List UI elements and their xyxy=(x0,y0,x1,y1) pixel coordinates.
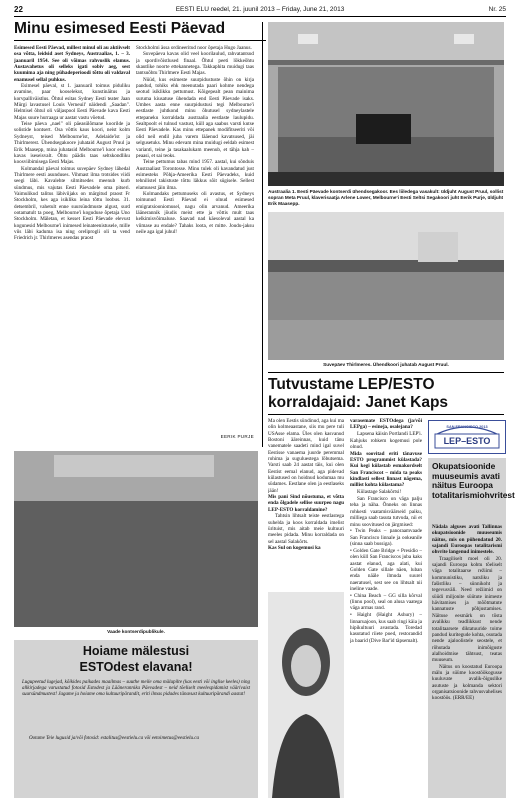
article1-paragraph: Kolmandaks pettumuseks oli avastus, et Sydneys toimunud Eesti Päevad ei olnud esimesed emigratsiooniomusel, nagu olin arvanud. Ameerika läänerannik jõudis meist ette ja võttis mult taas kelkimisvõimaluse. Saavad nad käesoleval aastal ka viimase au endale? Tahaks loota, et mitte. Joudu-jaksu neile aga igal juhul! xyxy=(136,190,254,235)
page-number-left: 22 xyxy=(14,5,23,14)
portrait-graphic xyxy=(268,592,344,798)
sidebar-body xyxy=(432,524,502,794)
photo-choir xyxy=(268,22,504,186)
article1-paragraph: Nüüd, kus esimeste suurpidustuste õhin on kirja pandud, tohiks ehk meenutada paari kohme nendega seotud isiklikku pettumust. Kõigepealt pean mainima suruma kiusatuse ühendada end Eesti Päevade isaks. Umbes aasta enne suurpidustusi tegi Melbourne'i eestlaste juhtkond minu õhutusel sydneylastele ettepaneku korraldada austraalia eestlaste laulupidu. Sealtpoolt ei tulnud vastust, küll aga saabus varsti kutse Eesti Päevadele. Kas minu ettepanek modifitseeriti või olid neil endil juba varem lääenud kavatsused, jäi selgusetuks. Minu edevam mina muidugi eeldab esimest varianti, teine ja tasakaalukam meenub, et tähja kah – peaasi, et sai teoks. xyxy=(136,76,254,159)
page-header xyxy=(14,4,506,17)
article1-title: Minu esimesed Eesti Päevad xyxy=(14,20,226,37)
article2-rule xyxy=(268,414,504,415)
article2-question: varasemate ESTOdega (ja/või LEPga) – esineja, osalejana? xyxy=(350,418,422,431)
photo-choir-caption: Austraalia 1. Eesti Päevade kontserdi ühendsegakoor. Ees liiledega vasakult: üldjuht August Pruul, sollist sopran Meta Pruul, klaverisaatja Arlene Lower, Melbourne'i Eesti Seltsi Segakoori juht Eerik Purje, üldjuht Erik Maasepp. xyxy=(268,189,504,206)
article1-column-1 xyxy=(14,45,130,441)
memory-box xyxy=(14,640,258,798)
sidebar-paragraph: Näitus on koostatud Euroopa mälu ja süüme koostöökogusse kuuluvate avalik-õiguslike asutuste ja kolmanda sektori organisatsioonide rahvusvahelises koostöös. (ERR/EE) xyxy=(432,663,502,702)
article2-paragraph: Tahtsin lihtsalt teiste eestlastega suhelda ja koos korraldada imelist ürituist, mis aitab meie kultuuri meeles pidada. Minu korraldada on sel aastal Salakõrts. xyxy=(268,513,344,545)
page-number-right: Nr. 25 xyxy=(488,6,506,13)
photo-audience xyxy=(14,451,258,627)
article1-rule xyxy=(14,40,266,41)
article2-bullet: • Haight (Haight Ashury) – linnaruajoon, kus saab ringi käia ja hipikultuuri avastada. Toredad kasutatud riiete poed, restorandid ja baarid (Dive Bar'id täpsemalt). xyxy=(350,612,422,644)
article1-paragraph: Teine pettumus tabas mind 1957. aastal, kui sõnduis Austraaliast Torontosse. Minu tulek oli kavandatud just esimesteks Põhja-Ameerika Eesti Päevadeks, kuid tehnilistel takistuste tõttu läkkus sõit sügisele. Sellest elamusest jäin ilma. xyxy=(136,159,254,191)
memory-box-contact: Ootame Teie lugusid ja/või fotosid: estalitus@eestielu.ca või eetoimetus@eestielu.ca xyxy=(29,736,199,741)
article2-bullet: • Twin Peaks – panoraamvaade San Francisco linnale ja ookeanile (sinna saab bussiga). xyxy=(350,528,422,548)
article1-signature: EERIK PURJE xyxy=(220,434,254,439)
article1-paragraph: Stockholmi ässa ordineeritud noor õpetaja Hugo Jaanus. xyxy=(136,45,252,51)
memory-box-title-2: ESTOdest elavana! xyxy=(79,660,193,674)
article2-column-2 xyxy=(350,418,422,798)
article1-paragraph: Esimesel päeval, st 1. jaanuaril toimus piduliku avamine, paar kooselekut, kunstinäitus ja korvpalliväistlus. Õhtul esitas Sydney Eesti teater Jaan Mürgi lavastusel Louis Verneuil' näidendi „Saadan". Helmisel õhtul oli väljaspool Eesti Päevade kava Eesti Majas suure hurraaga ur aastat vastu võetud. xyxy=(14,83,130,121)
article1-lead: Esimesed Eesti Päevad, millest minul oli au aktiivselt osa võtta, leidsid aset Sydneys, Austraalias, 1. – 3. jaanuaril 1954. See oli võimas rahvuslik elamus. Austavahetus oli selleks igati sobiv aeg, sest kuumima aja ning pühadeperioodi tõttu oli valdaval enamusel sellal puhkus. xyxy=(14,45,130,83)
article1-paragraph: Kolmandal päeval toimus suvepäev Sydney lähedal Thirlmere eesti asunduses. Vihmast ilma trotsides viidi seegi läbi. Kavalehte silmitsedes meenub kurb sündmus, mis vajutas Eesti Päevadele oma pitseri. Vaimulikud talitus läbiviijaks on märgitud praost Fr Stockholm, kes aga isikliku leina tõttu loobus. 31. detsembril, vahetult enne suursündmuste algust, surd ootamatult ta poeg, Melbourne'i koguduse õpetaja Uno Stockholm. Mäletan, et kesset Eesti Päevade elevust kogunesid Melbourne'i inimesed leinateenistusele, mille viis läbi kaduma isa ning oreliprogli oli ta vend Friedrich jr. Thirlmeres asendas praost xyxy=(14,165,130,242)
article2-title-2: korraldajaid: Janet Kaps xyxy=(268,394,449,411)
article2-paragraph: Ma olen Eestis sündinud, aga kui ma olin kolmeaastane, siis mu pere tuli USAsse elama. Üles olen kasvanud Bostoni ääreinnas, kuid tänu vanematele saadeti mind igal suvel Eestisse vanaema juurde peremmal rohima ja suguluestega lõbutsema. Varsti saab 24 aastat täis, kui olen Eestist eemal elanud, aga pidevad külastused on hoidnud kodumaa mu südames. Eestlane olen ja eestlaseks jään! xyxy=(268,418,344,494)
article2-paragraph: San Francisco on väga palju teha ja näha. Õnneks on linnas rohkesti vaatamisväärseid paiku, milliega saab tasuta tutvuda, nii et minu soovitused on järgmised: xyxy=(350,496,422,528)
article2-question: Kas Sul on kogemusi ka xyxy=(268,544,321,551)
sidebar-title: Okupatsioonide muuseumis avati näitus Euroopa totalitarismiohvritest xyxy=(432,461,515,500)
logo-top-text: SAN FRANCISCO 2013 xyxy=(446,425,488,429)
article1-paragraph: Teise päeva „nael" oli päeasülõmane koorilde ja solistide kontsert. Osa võttis kaus koori, neist kolm Sydneyst, teised Melbourne'ist, Adelaide'ist ja Thirlmerest. Ühendsegakoore juhataid August Pruul ja Erik Maasepp, mina juhatasid Melbourne'i koor esines kavas iseseisvalt. Õhtu päädis taas seltskondliku koosviibimisega Eesti Majas. xyxy=(14,121,130,166)
column-divider xyxy=(262,22,263,447)
lep-esto-logo xyxy=(428,420,506,454)
photo-summer-day-caption: Suvepäev Thirlmeres. Ühendkoori juhatab August Pruul. xyxy=(323,362,449,367)
sidebar-paragraph: Traagiliselt moel oli 20. sajandi Euroopa kohtu tõeliselt väga totalitaarse režiimi – kommunistiku, natsliku ja fašistliku – sünnikoht ja tegevusväli. Need režiimid on süüdi miljonite süütute inimeste hävitamises ja mõõtmatute kannatuste põhjustamises. Näituse eesmärk on tõsta avalikku teadlikkust nende totalitaarsete diktatuuride toime pandud kuritegude kohta, osutada nende ajaloolistele seostele, et rõhutada inimõiguste alalhoidmise tähtsust, teatas muuseum. xyxy=(432,555,502,664)
section-rule xyxy=(268,372,504,373)
photo-audience-graphic xyxy=(14,451,258,627)
sidebar-lead: Nädala alguses avati Tallinnas okupatsioonide muuseumis näitus, mis on pühendatud 20. sajandi Euroopas totalitarismi ohvrite langenud inimestele. xyxy=(432,524,502,556)
article2-question: Mida soovitad eriti tänavuse ESTO programmist külastada? Kui kegi külastab esmakordselt San Franciscot – mida ta peaks kindlasti sellest linnast nägema, millist kohta külastama? xyxy=(350,450,422,489)
photo-summer-day-graphic xyxy=(268,212,504,360)
memory-box-title-1: Hoiame mälestusi xyxy=(82,644,190,658)
article2-paragraph: Külastage Salakõrtsi! xyxy=(357,489,402,496)
article2-bullet: • Golden Gate Bridge + Presidio – olen küll San Franciscos juba kaks aastat elanud, aga alati, kui Golden Gate sillale näen, luban enda nääle ilmuda suurel naeratusel, sest see on lihtsalt nii ineline vaade. xyxy=(350,547,422,592)
article2-bullet: • China Beach – GG silla kõrval (linnu pool), seal on alusa vaatega väga armas rand. xyxy=(350,592,422,612)
article2-paragraph: Lapsena käisin Portlandi LEP'i. Kahjuks rohkem kogemusi pole olnud. xyxy=(350,431,422,450)
photo-audience-caption: Vaade kontserdipublikule. xyxy=(107,629,165,634)
article2-question: Mis pani Sind nõustuma, et võtta enda õlgadele sellise suurpeo nagu LEP-ESTO korraldamine? xyxy=(268,494,344,513)
photo-summer-day xyxy=(268,212,504,360)
article1-column-2 xyxy=(136,45,254,433)
article1-paragraph: Suvepäeva kavas olid veel koorilaulud, rahvatantsud ja spordivõistlused finaal. Õhtul peeti lõkkeõhtu skautlike noorte ettekannetega. Takkaphita muidugi taas tantsuõhtu Thirlmere Eesti Majas. xyxy=(136,51,254,77)
issue-line: EESTI ELU reedel, 21. juunil 2013 – Friday, June 21, 2013 xyxy=(175,6,345,13)
sidebar-box xyxy=(428,458,515,798)
photo-choir-graphic xyxy=(268,22,504,186)
article2-title-1: Tutvustame LEP/ESTO xyxy=(268,376,435,393)
logo-main-text: LEP–ESTO xyxy=(443,436,491,446)
memory-box-body: Lugupeetud lugejad, kõikides paikades maailmas – suuthe meile oma mälupilte (kas eesti või inglise keeles) ning allkirjadega varustatud fotosid Estodest ja Läänerannika Päevadest – neid tõeliselt meelespidamist väärivaist suursündmustest! Jagame ja hoiame oma kultuuripärandit, eriti ilmas pidades tänavust kultuuripärandi aastat! xyxy=(22,680,250,698)
article2-column-1 xyxy=(268,418,344,588)
portrait-janet-kaps xyxy=(268,592,344,798)
